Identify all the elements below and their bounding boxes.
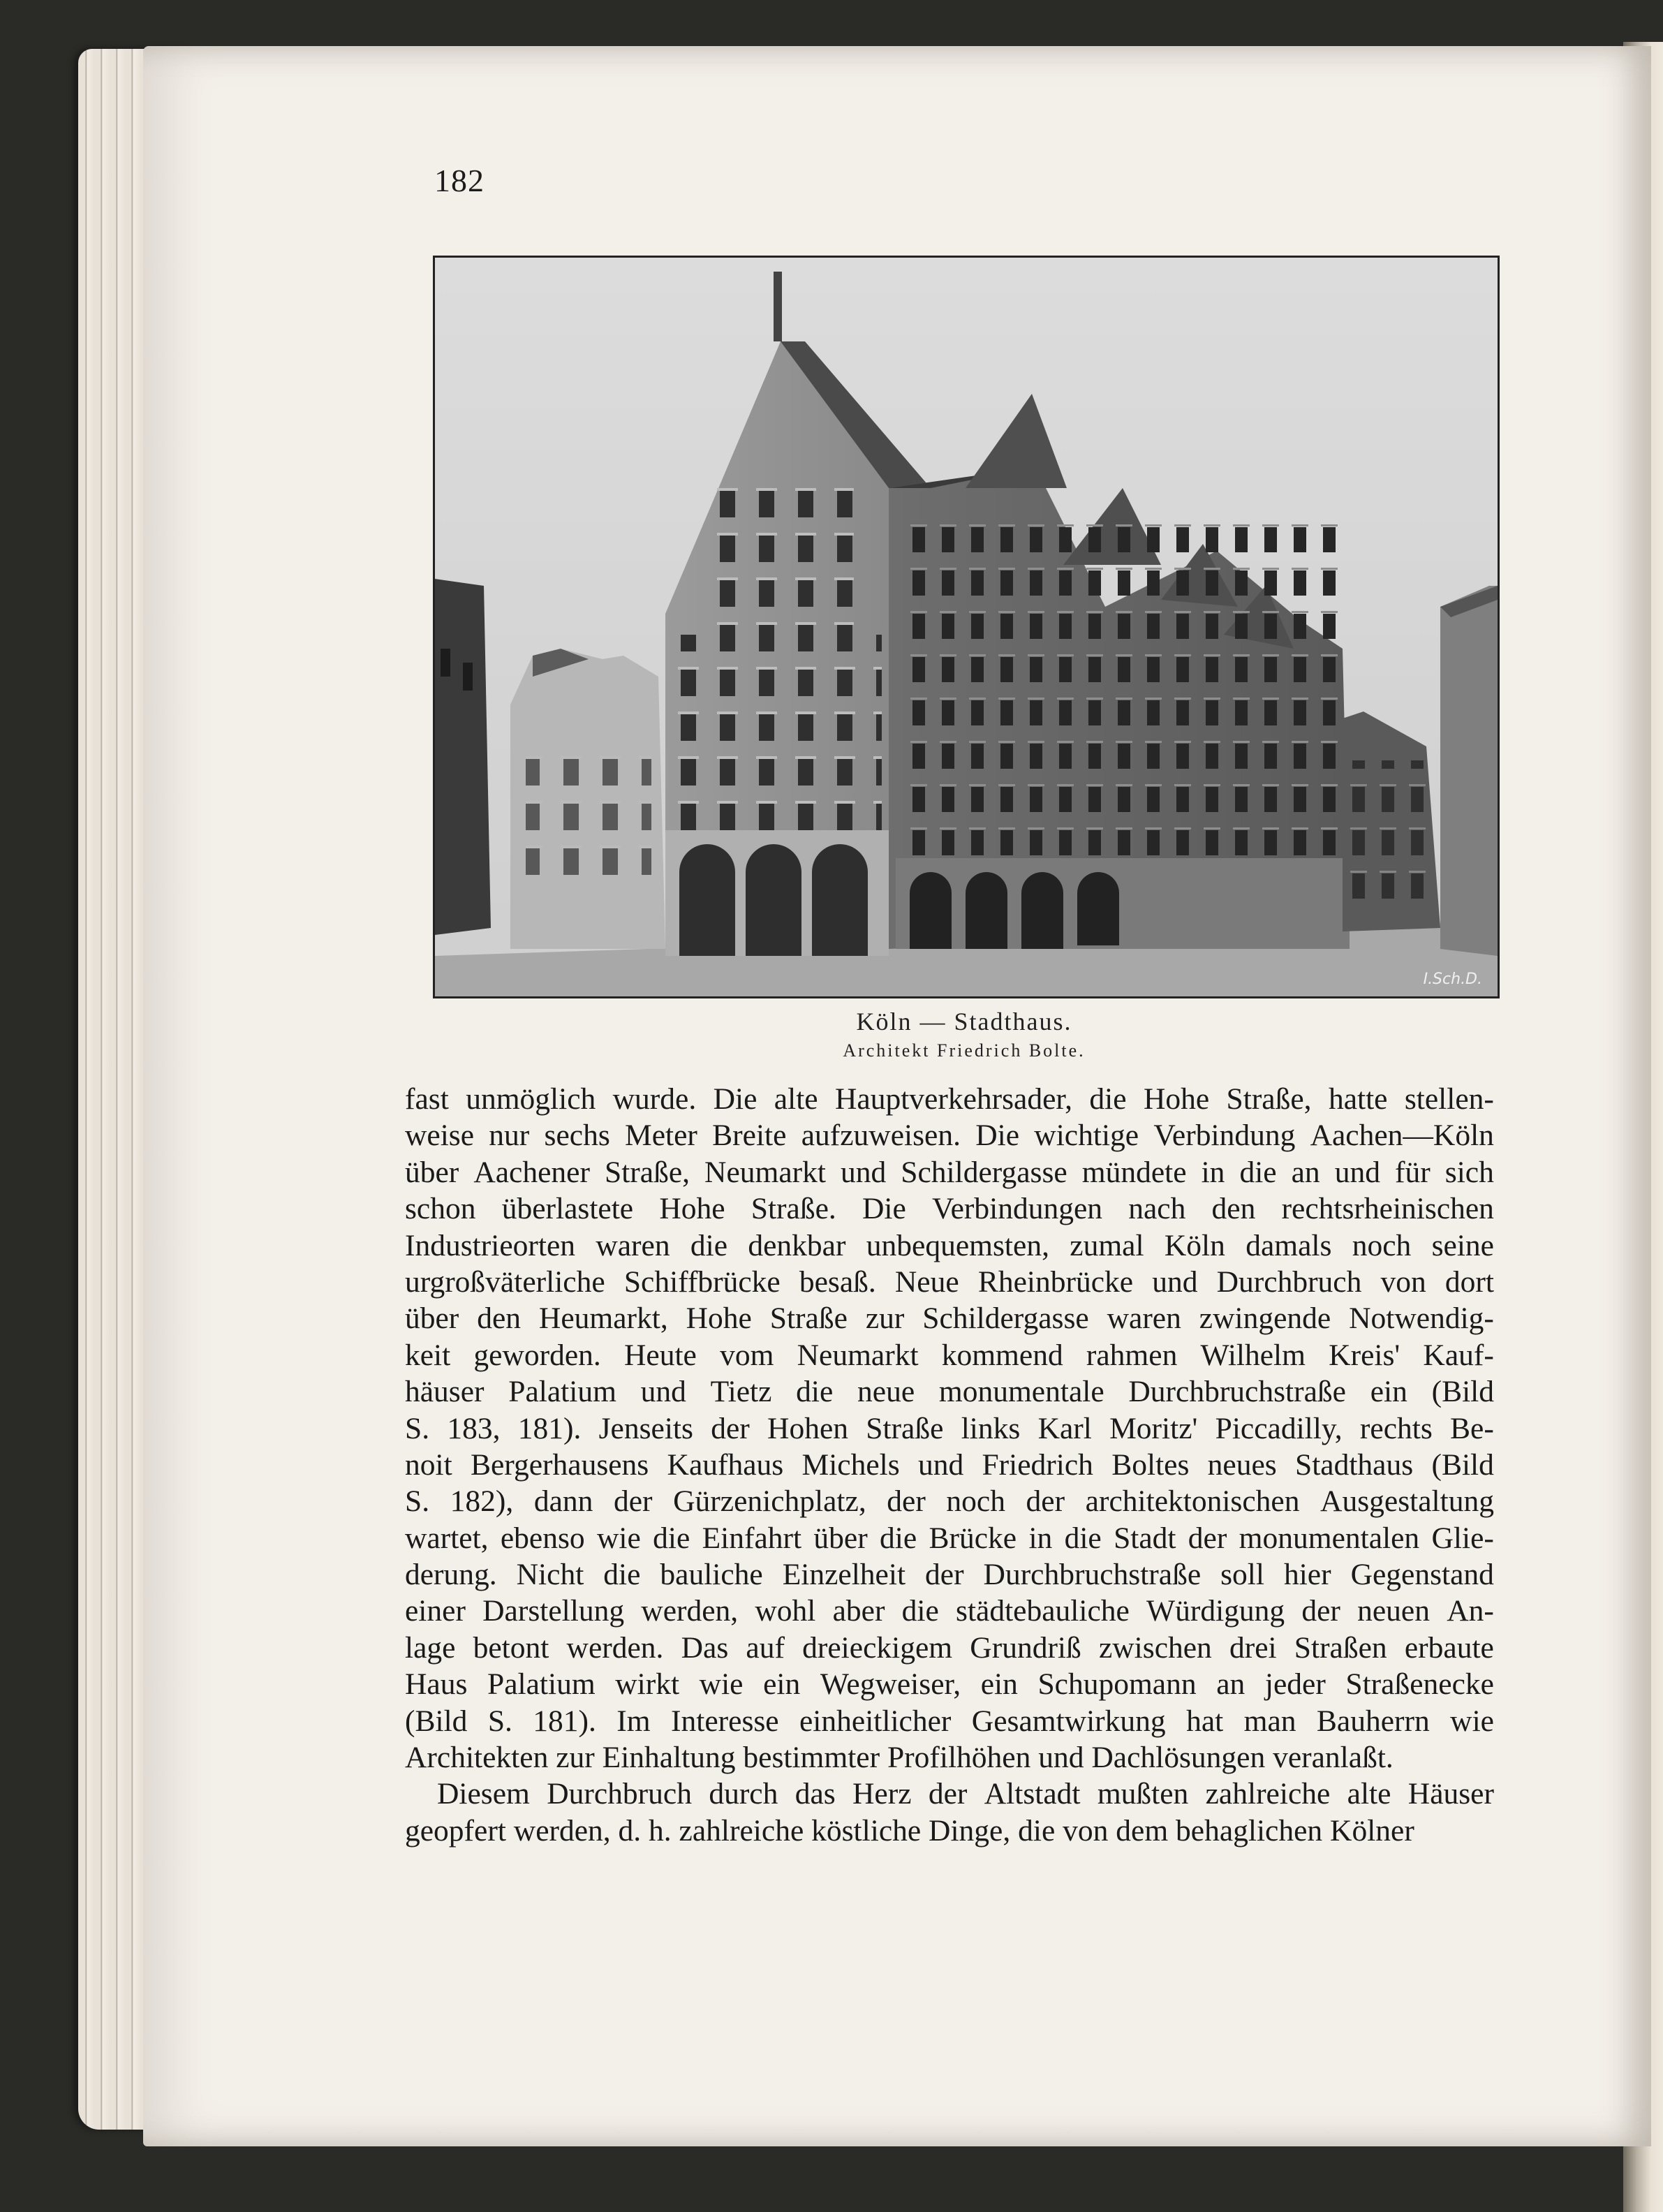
figure-caption-title: Köln — Stadthaus.: [856, 1008, 1072, 1035]
text-line: einer Darstellung werden, wohl aber die städtebauliche Würdigung der neuen An-: [405, 1594, 1494, 1628]
text-line: keit geworden. Heute vom Neumarkt kommend rahmen Wilhelm Kreis' Kauf-: [405, 1338, 1494, 1372]
text-line: wartet, ebenso wie die Einfahrt über die Brücke in die Stadt der monumentalen Glie-: [405, 1521, 1494, 1555]
building-photograph: [433, 256, 1500, 998]
text-line: fast unmöglich wurde. Die alte Hauptverkehrsader, die Hohe Straße, hatte stellen-: [405, 1082, 1494, 1116]
text-line: Diesem Durchbruch durch das Herz der Altstadt mußten zahlreiche alte Häuser: [437, 1777, 1494, 1811]
text-line: S. 183, 181). Jenseits der Hohen Straße links Karl Moritz' Piccadilly, rechts Be-: [405, 1411, 1494, 1445]
text-line: Industrieorten waren die denkbar unbequemsten, zumal Köln damals noch seine: [405, 1228, 1494, 1262]
text-line: weise nur sechs Meter Breite aufzuweisen. Die wichtige Verbindung Aachen—Köln: [405, 1119, 1494, 1153]
text-line: (Bild S. 181). Im Interesse einheitlicher Gesamtwirkung hat man Bauherrn wie: [405, 1704, 1494, 1738]
text-line: S. 182), dann der Gürzenichplatz, der noch der architektonischen Ausgestaltung: [405, 1484, 1494, 1519]
body-text: [405, 1081, 1494, 1849]
text-line: über Aachener Straße, Neumarkt und Schildergasse mündete in die an und für sich: [405, 1155, 1494, 1189]
text-line: urgroßväterliche Schiffbrücke besaß. Neue Rheinbrücke und Durchbruch von dort: [405, 1264, 1494, 1299]
text-line: schon überlastete Hohe Straße. Die Verbindungen nach den rechtsrheinischen: [405, 1192, 1494, 1226]
page-number: 182: [434, 163, 485, 198]
text-line: häuser Palatium und Tietz die neue monumentale Durchbruchstraße ein (Bild: [405, 1375, 1494, 1409]
text-line: geopfert werden, d. h. zahlreiche köstliche Dinge, die von dem behaglichen Kölner: [405, 1813, 1414, 1848]
text-line: derung. Nicht die bauliche Einzelheit der Durchbruchstraße soll hier Gegenstand: [405, 1558, 1494, 1592]
text-line: Architekten zur Einhaltung bestimmter Profilhöhen und Dachlösungen veranlaßt.: [405, 1741, 1394, 1775]
figure-caption-subtitle: Architekt Friedrich Bolte.: [843, 1040, 1086, 1061]
text-line: Haus Palatium wirkt wie ein Wegweiser, ein Schupomann an jeder Straßenecke: [405, 1667, 1494, 1702]
text-line: über den Heumarkt, Hohe Straße zur Schildergasse waren zwingende Notwendig-: [405, 1302, 1494, 1336]
text-line: lage betont werden. Das auf dreieckigem Grundriß zwischen drei Straßen erbaute: [405, 1630, 1494, 1665]
photo-signature: I.Sch.D.: [1423, 971, 1482, 988]
text-line: noit Bergerhausens Kaufhaus Michels und Friedrich Boltes neues Stadthaus (Bild: [405, 1447, 1494, 1482]
